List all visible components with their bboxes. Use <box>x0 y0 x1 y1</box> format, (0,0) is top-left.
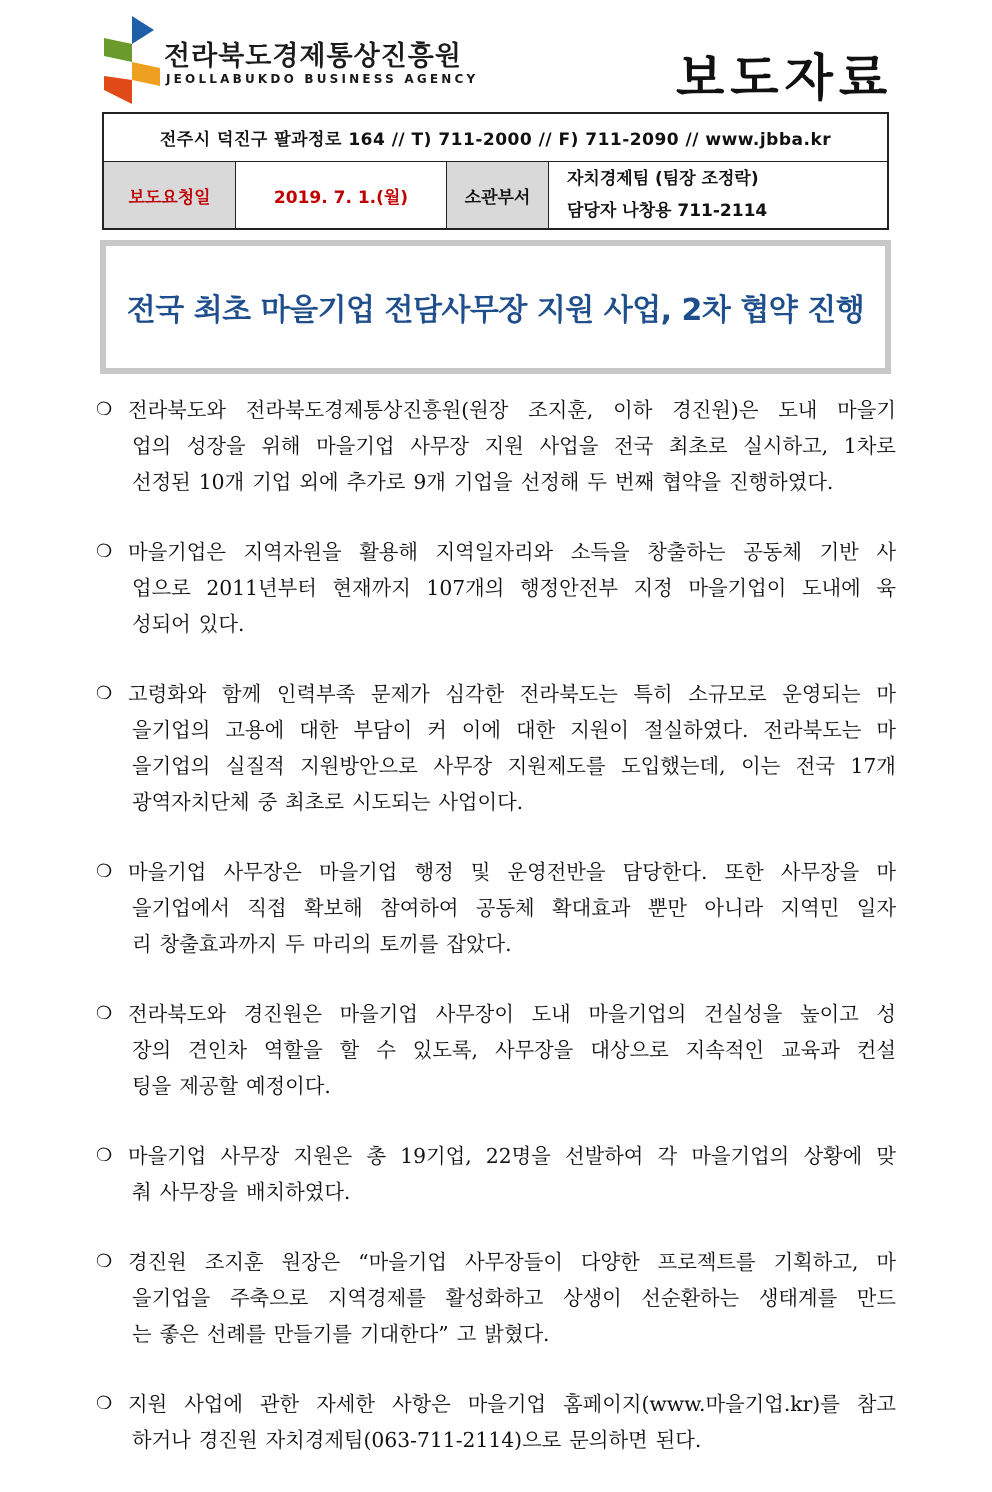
paragraph <box>96 1244 896 1352</box>
headline-box <box>100 240 891 374</box>
paragraph-line: 마을기업 사무장 지원은 총 19기업, 22명을 선발하여 각 마을기업의 상황에 맞 <box>128 1144 896 1168</box>
paragraph-line: 전라북도와 전라북도경제통상진흥원(원장 조지훈, 이하 경진원)은 도내 마을기 <box>128 398 896 422</box>
paragraph-line: 을기업의 고용에 대한 부담이 커 이에 대한 지원이 절실하였다. 전라북도는 마 <box>132 718 896 742</box>
info-table <box>102 112 889 230</box>
contact-address: 전주시 덕진구 팔과정로 164 // T) 711-2000 // F) 711-2090 // www.jbba.kr <box>104 114 887 162</box>
paragraph <box>96 1138 896 1210</box>
paragraph <box>96 534 896 642</box>
paragraph-line: 지원 사업에 관한 자세한 사항은 마을기업 홈페이지(www.마을기업.kr)를 참고 <box>128 1392 896 1416</box>
paragraph-line: 광역자치단체 중 최초로 시도되는 사업이다. <box>132 790 524 814</box>
paragraph <box>96 1386 896 1458</box>
paragraph-line: 을기업에서 직접 확보해 참여하여 공동체 확대효과 뿐만 아니라 지역민 일자 <box>132 896 896 920</box>
bullet-icon: ❍ <box>96 1393 113 1414</box>
agency-logo-icon <box>104 16 160 104</box>
paragraph-line: 성되어 있다. <box>132 612 245 636</box>
request-date-label: 보도요청일 <box>104 162 236 228</box>
article-body <box>96 392 896 1492</box>
paragraph-line: 업으로 2011년부터 현재까지 107개의 행정안전부 지정 마을기업이 도내에 육 <box>132 576 896 600</box>
paragraph-line: 장의 견인차 역할을 할 수 있도록, 사무장을 대상으로 지속적인 교육과 컨설 <box>132 1038 896 1062</box>
paragraph-line: 경진원 조지훈 원장은 “마을기업 사무장들이 다양한 프로젝트를 기획하고, 마 <box>128 1250 896 1274</box>
document-header <box>0 0 992 110</box>
bullet-icon: ❍ <box>96 1145 113 1166</box>
bullet-icon: ❍ <box>96 683 113 704</box>
paragraph <box>96 392 896 500</box>
headline: 전국 최초 마을기업 전담사무장 지원 사업, 2차 협약 진행 <box>126 293 865 328</box>
press-release-title: 보도자료 <box>676 49 894 107</box>
paragraph <box>96 996 896 1104</box>
department-info <box>549 162 887 228</box>
paragraph-line: 하거나 경진원 자치경제팀(063-711-2114)으로 문의하면 된다. <box>132 1428 702 1452</box>
paragraph-line: 춰 사무장을 배치하였다. <box>132 1180 351 1204</box>
request-date: 2019. 7. 1.(월) <box>236 162 447 228</box>
info-row <box>104 162 887 228</box>
paragraph-line: 전라북도와 경진원은 마을기업 사무장이 도내 마을기업의 건실성을 높이고 성 <box>128 1002 896 1026</box>
paragraph-line: 마을기업은 지역자원을 활용해 지역일자리와 소득을 창출하는 공동체 기반 사 <box>128 540 896 564</box>
paragraph-line: 을기업을 주축으로 지역경제를 활성화하고 상생이 선순환하는 생태계를 만드 <box>132 1286 896 1310</box>
bullet-icon: ❍ <box>96 541 113 562</box>
paragraph <box>96 676 896 820</box>
team-name: 자치경제팀 (팀장 조정락) <box>567 169 759 189</box>
paragraph-line: 고령화와 함께 인력부족 문제가 심각한 전라북도는 특히 소규모로 운영되는 마 <box>128 682 896 706</box>
bullet-icon: ❍ <box>96 1003 113 1024</box>
paragraph-line: 팅을 제공할 예정이다. <box>132 1074 331 1098</box>
paragraph <box>96 854 896 962</box>
paragraph-line: 리 창출효과까지 두 마리의 토끼를 잡았다. <box>132 932 512 956</box>
bullet-icon: ❍ <box>96 861 113 882</box>
paragraph-line: 는 좋은 선례를 만들기를 기대한다” 고 밝혔다. <box>132 1322 550 1346</box>
org-name-en: JEOLLABUKDO BUSINESS AGENCY <box>166 72 479 86</box>
paragraph-line: 을기업의 실질적 지원방안으로 사무장 지원제도를 도입했는데, 이는 전국 17개 <box>132 754 896 778</box>
org-name: 전라북도경제통상진흥원 <box>164 41 462 72</box>
paragraph-line: 선정된 10개 기업 외에 추가로 9개 기업을 선정해 두 번째 협약을 진행하였다. <box>132 470 834 494</box>
bullet-icon: ❍ <box>96 1251 113 1272</box>
department-label: 소관부서 <box>447 162 549 228</box>
bullet-icon: ❍ <box>96 399 113 420</box>
paragraph-line: 마을기업 사무장은 마을기업 행정 및 운영전반을 담당한다. 또한 사무장을 마 <box>128 860 896 884</box>
paragraph-line: 업의 성장을 위해 마을기업 사무장 지원 사업을 전국 최초로 실시하고, 1차로 <box>132 434 896 458</box>
contact-person: 담당자 나창용 711-2114 <box>567 201 768 221</box>
